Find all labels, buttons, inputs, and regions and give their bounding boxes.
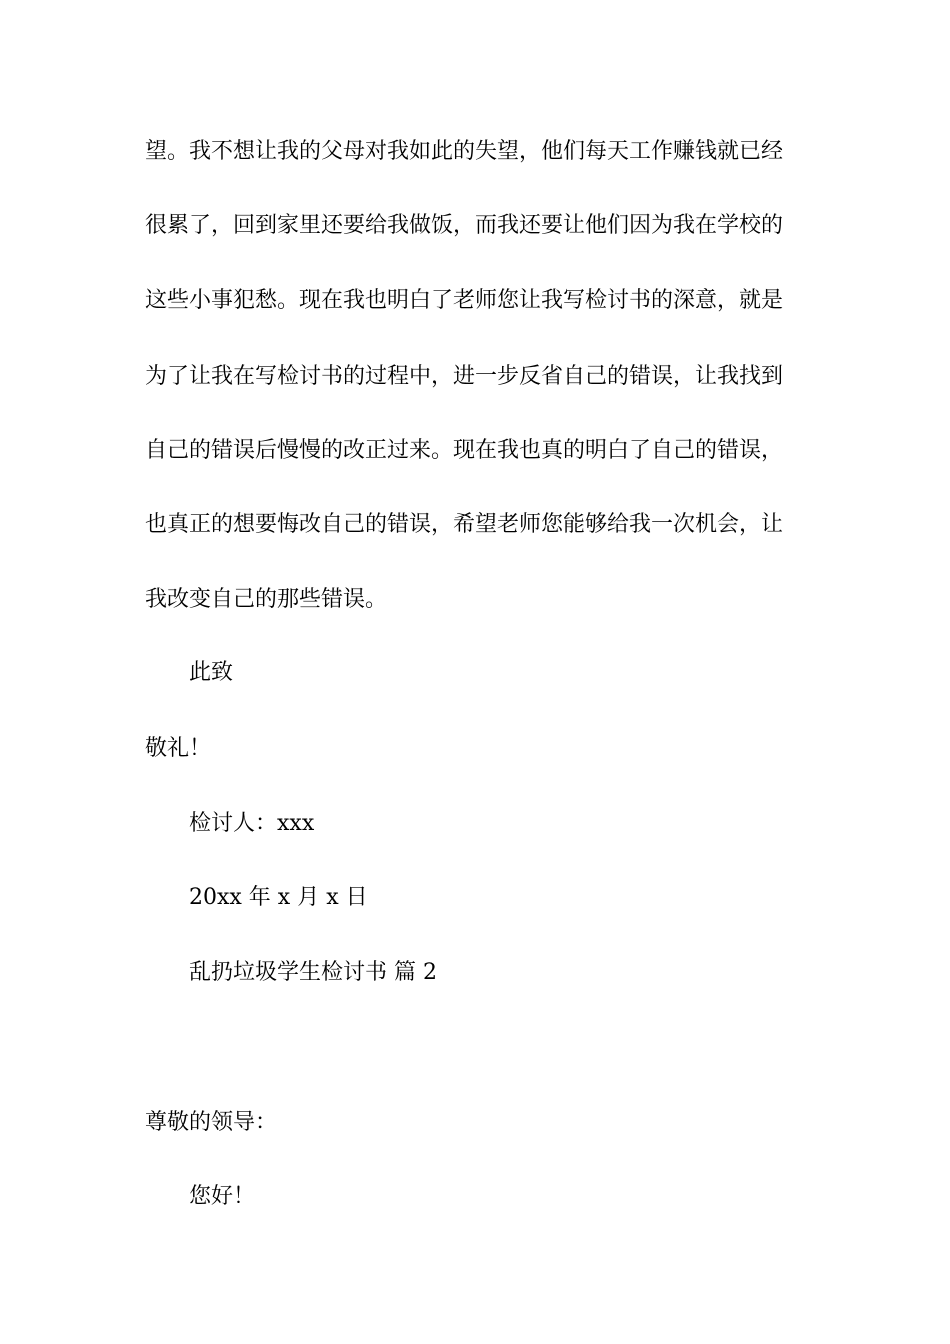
paragraph-line: 也真正的想要悔改自己的错误，希望老师您能够给我一次机会，让 [145,512,784,537]
greeting-text: 尊敬的领导： [145,1110,278,1135]
paragraph-line: 自己的错误后慢慢的改正过来。现在我也真的明白了自己的错误， [145,438,784,463]
paragraph-line: 望。我不想让我的父母对我如此的失望，他们每天工作赚钱就已经 [145,139,784,164]
signer-text: 检讨人：xxx [189,811,315,836]
paragraph-line: 我改变自己的那些错误。 [145,587,388,612]
paragraph-line: 很累了，回到家里还要给我做饭，而我还要让他们因为我在学校的 [145,213,784,238]
paragraph-line: 为了让我在写检讨书的过程中，进一步反省自己的错误，让我找到 [145,364,784,389]
section-title: 乱扔垃圾学生检讨书 篇 2 [189,960,437,985]
closing-text: 此致 [189,660,234,685]
date-text: 20xx 年 x 月 x 日 [189,885,368,910]
hello-text: 您好！ [189,1184,256,1209]
salute-text: 敬礼！ [145,736,212,761]
paragraph-line: 这些小事犯愁。现在我也明白了老师您让我写检讨书的深意，就是 [145,288,784,313]
